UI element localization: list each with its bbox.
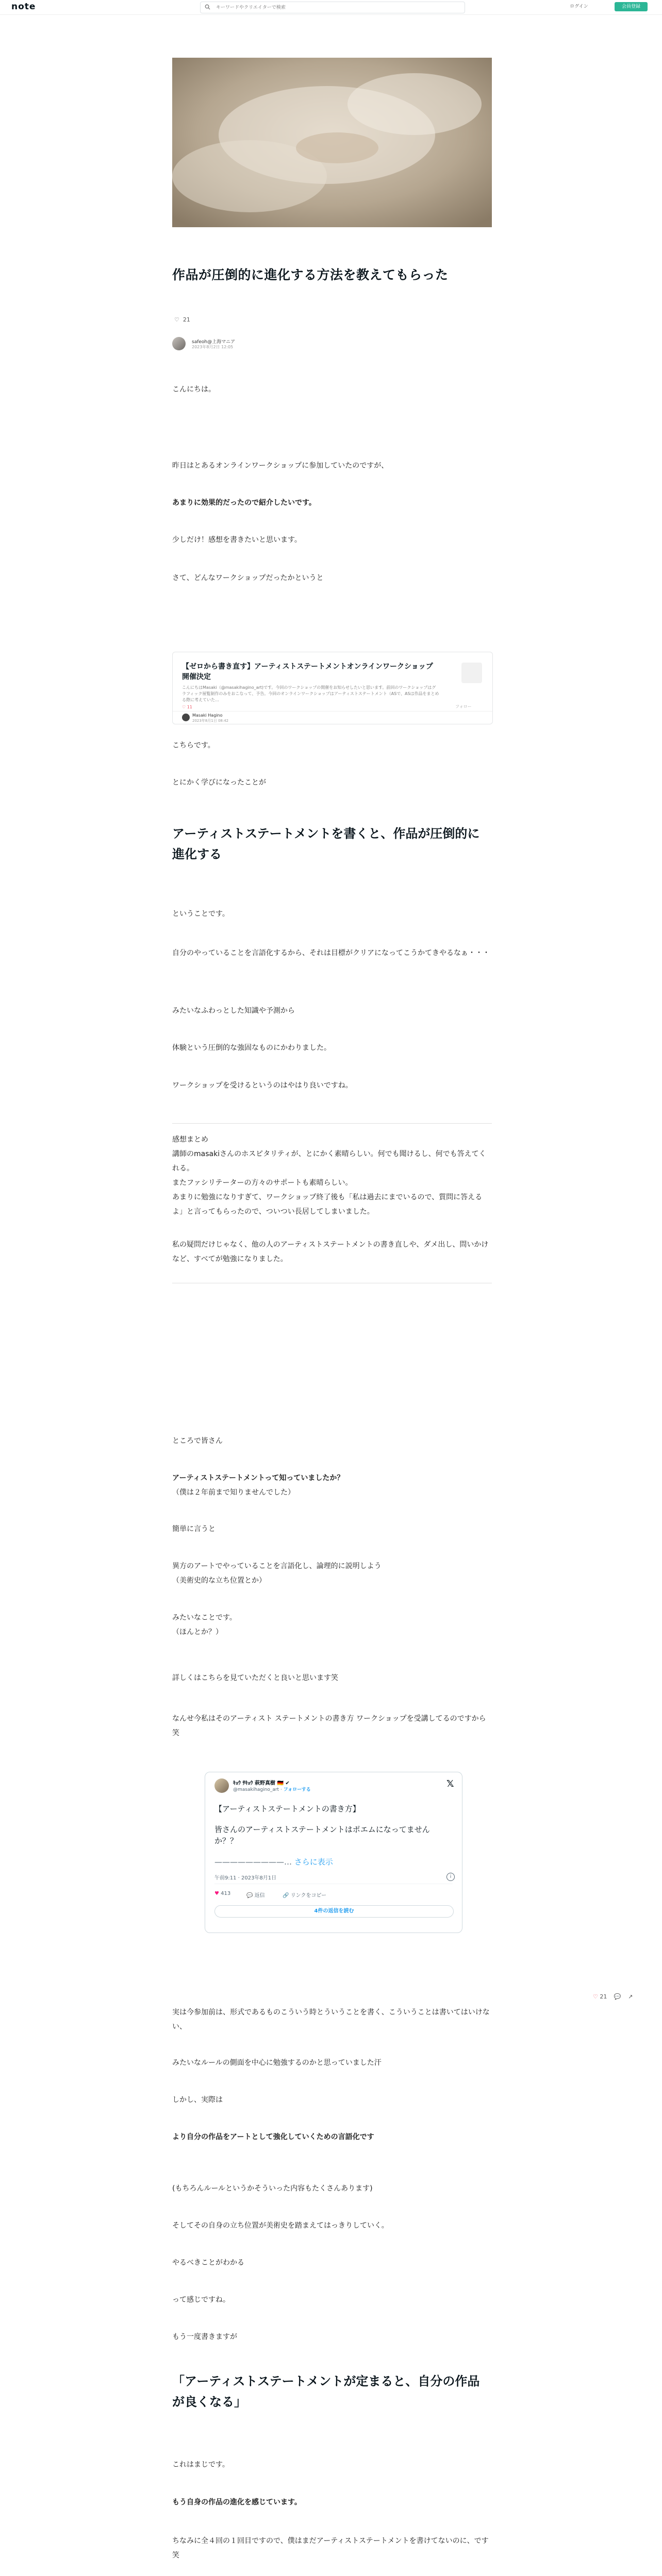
embed-title: 【ゼロから書き直す】アーティストステートメントオンラインワークショップ開催決定: [182, 663, 433, 681]
tweet-text-line: 【アーティストステートメントの書き方】: [214, 1804, 360, 1814]
signup-button[interactable]: 会員登録: [615, 2, 648, 11]
paragraph: こちらです。: [172, 741, 215, 750]
tweet-rule: —————————…: [214, 1857, 294, 1867]
paragraph: とにかく学びになったことが: [172, 778, 266, 787]
paragraph: なんせ今私はそのアーティスト ステートメントの書き方 ワークショップを受講してるのですから笑: [172, 1715, 486, 1737]
tweet-follow-link[interactable]: フォローする: [283, 1787, 311, 1792]
paragraph: ということです。: [172, 910, 229, 918]
publish-date: 2023年8月2日 12:05: [192, 345, 234, 349]
article-title: 作品が圧倒的に進化する方法を教えてもらった: [172, 267, 449, 282]
tweet-like-count: 413: [221, 1891, 231, 1896]
tweet-handle-text: @masakihagino_art: [233, 1787, 279, 1792]
section-heading: 「アーティストステートメントが定まると、自分の作品が良くなる」: [172, 2374, 480, 2409]
paragraph: （美術史的な立ち位置とか）: [172, 1577, 266, 1585]
x-logo-icon[interactable]: 𝕏: [446, 1778, 454, 1789]
hero-image: [172, 58, 492, 227]
paragraph: 異方のアートでやっていることを言語化し、論理的に説明しよう: [172, 1562, 382, 1570]
paragraph: アーティストステートメントって知っていましたか？: [172, 1474, 344, 1482]
tweet-time[interactable]: 午前9:11 · 2023年8月1日: [214, 1875, 277, 1881]
tweet-text-line: [214, 1856, 333, 1867]
tweet-reply-button[interactable]: [246, 1891, 265, 1899]
heart-icon[interactable]: ♡: [593, 1993, 598, 2000]
tweet-copy-link-button[interactable]: [283, 1891, 326, 1899]
paragraph: またファシリテーターの方々のサポートも素晴らしい。: [172, 1179, 353, 1187]
paragraph: 講師のmasakiさんのホスピタリティが、とにかく素晴らしい。何でも聞けるし、何でも答えてくれる。: [172, 1150, 486, 1173]
paragraph: もう一度書きますが: [172, 2333, 237, 2341]
tweet-copy-label: リンクをコピー: [290, 1893, 327, 1899]
search-icon: [205, 4, 210, 10]
tweet-author-name[interactable]: ｷｮｳ ｻｷｮｳ 萩野真樹 🇩🇪 ✔: [233, 1781, 290, 1786]
paragraph: こんにちは。: [172, 385, 216, 394]
paragraph: みたいなことです。: [172, 1614, 237, 1622]
embed-description: こんにちはMasaki（@masakihagino_art)です。今回のワークショップの開催をお知らせしたいと思います。前回のワークショップはグラフィック展覧制作のみをおこなって、予告。今回のオンラインワークショップはアーティストステートメント（ASで、ASは作品をまとめる際に考えていた…: [182, 685, 439, 702]
heart-icon[interactable]: ♡: [174, 316, 179, 323]
divider: [172, 1123, 492, 1124]
embed-thumbnail: [461, 663, 482, 683]
author-block[interactable]: [172, 337, 236, 350]
tweet-read-replies-button[interactable]: 4件の返信を読む: [214, 1905, 454, 1918]
like-count: 21: [183, 316, 190, 323]
tweet-handle: @masakihagino_art · フォローする: [233, 1787, 311, 1792]
embed-follow[interactable]: フォロー: [455, 704, 472, 709]
paragraph: 実は今参加前は、形式であるものこういう時とういうことを書く、こういうことは書いてはいけない、: [172, 2008, 490, 2031]
section-heading: アーティストステートメントを書くと、作品が圧倒的に進化する: [172, 826, 480, 861]
tweet-text-line: 皆さんのアーティストステートメントはポエムになってませんか？？: [214, 1825, 430, 1845]
paragraph: 昨日はとあるオンラインワークショップに参加していたのですが、: [172, 462, 389, 470]
paragraph: やるべきことがわかる: [172, 2259, 244, 2267]
paragraph: 私の疑問だけじゃなく、他の人のアーティストステートメントの書き直しや、ダメ出し、問いかけなど、すべてが勉強になりました。: [172, 1241, 489, 1263]
summary-title: 感想まとめ: [172, 1136, 208, 1144]
tweet-show-more[interactable]: さらに表示: [294, 1857, 333, 1867]
tweet-avatar[interactable]: [214, 1778, 229, 1793]
paragraph: より自分の作品をアートとして強化していくための言語化です: [172, 2133, 374, 2141]
floating-actions: [593, 1993, 655, 2004]
embed-author-avatar: [182, 714, 190, 721]
embed-date: 2023年8月1日 08:42: [192, 719, 229, 723]
paragraph: しかし、実際は: [172, 2096, 223, 2104]
paragraph: 少しだけ！感想を書きたいと思います。: [172, 536, 302, 544]
embed-author: Masaki Hagino: [192, 713, 223, 718]
embed-likes: ♡ 11: [182, 705, 192, 709]
paragraph: 簡単に言うと: [172, 1525, 216, 1533]
tweet-reply-label: 返信: [254, 1893, 265, 1899]
author-name[interactable]: safeoh@上海マニア: [192, 340, 236, 345]
paragraph: さて、どんなワークショップだったかというと: [172, 574, 324, 582]
paragraph: （ほんとか？）: [172, 1628, 223, 1636]
heart-icon: ♥: [214, 1891, 219, 1896]
paragraph: 体験という圧倒的な強固なものにかわりました。: [172, 1044, 331, 1052]
paragraph: ワークショップを受けるというのはやはり良いですね。: [172, 1081, 353, 1090]
paragraph: ところで皆さん: [172, 1437, 223, 1445]
paragraph: 詳しくはこちらを見ていただくと良いと思います笑: [172, 1674, 338, 1682]
comment-icon[interactable]: 💬: [614, 1993, 621, 2000]
tweet-like-button[interactable]: [214, 1891, 230, 1896]
share-icon[interactable]: ↗: [628, 1993, 633, 2000]
paragraph: みたいなふわっとした知識や予測から: [172, 1007, 295, 1015]
search-input[interactable]: [215, 3, 459, 12]
paragraph: あまりに勉強になりすぎて、ワークショップ終了後も「私は過去にまでいるので、質問に答えるよ」と言ってもらったので、ついつい長居してしまいました。: [172, 1193, 483, 1216]
paragraph: そしてその自身の立ち位置が美術史を踏まえてはっきりしていく。: [172, 2222, 389, 2230]
paragraph: これはまじです。: [172, 2461, 229, 2469]
info-icon[interactable]: i: [446, 1873, 455, 1881]
paragraph: みたいなルールの側面を中心に勉強するのかと思っていました汗: [172, 2059, 382, 2067]
reply-icon: 💬: [246, 1893, 253, 1899]
login-button[interactable]: ログイン: [570, 4, 588, 9]
side-like-count: 21: [600, 1993, 607, 2000]
embed-like-count: 11: [187, 705, 192, 709]
paragraph: ちなみに全４回の１回目ですので、僕はまだアーティストステートメントを書けてないのに、です笑: [172, 2537, 489, 2560]
paragraph: もう自身の作品の進化を感じています。: [172, 2498, 302, 2506]
paragraph: 自分のやっていることを言語化するから、それは目標がクリアになってこうかてきやるなぁ・・・: [172, 949, 490, 957]
embedded-tweet[interactable]: [205, 1772, 462, 1933]
search-box[interactable]: [200, 2, 465, 13]
paragraph: あまりに効果的だったので紹介したいです。: [172, 499, 316, 507]
link-icon: 🔗: [283, 1893, 289, 1899]
top-header: [0, 0, 662, 15]
paragraph: （僕は２年前まで知りませんでした）: [172, 1488, 295, 1497]
paragraph: って感じですね。: [172, 2296, 230, 2304]
title-like[interactable]: [174, 316, 190, 323]
avatar[interactable]: [172, 337, 186, 350]
note-logo[interactable]: note: [11, 2, 36, 12]
paragraph: (もちろんルールというかそういった内容もたくさんあります): [172, 2184, 373, 2193]
embed-article-card[interactable]: [172, 652, 493, 724]
